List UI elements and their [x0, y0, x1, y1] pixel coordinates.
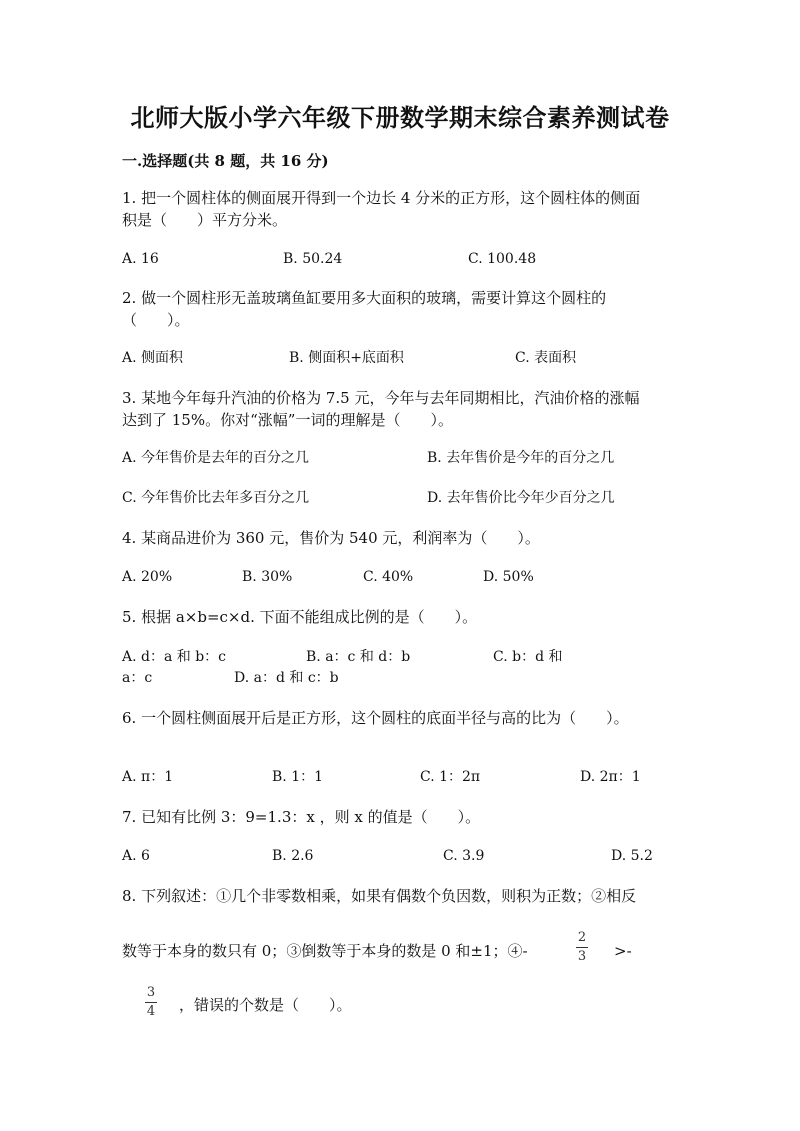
- question-5-option-c-continued: a：c: [122, 670, 153, 686]
- question-5-option-c[interactable]: C. b：d 和: [493, 649, 563, 665]
- question-8-line-2: 数等于本身的数只有 0；③倒数等于本身的数是 0 和±1；④-: [122, 942, 528, 960]
- question-2-line-2: （ ）。: [122, 311, 190, 329]
- question-3-option-c[interactable]: C. 今年售价比去年多百分之几: [122, 490, 310, 506]
- fraction-two-thirds: [576, 930, 588, 965]
- question-8-comparison: >-: [614, 942, 632, 960]
- question-2-option-a[interactable]: A. 侧面积: [122, 350, 184, 366]
- question-4-option-b[interactable]: B. 30%: [242, 569, 293, 585]
- fraction-denominator: 3: [577, 949, 587, 964]
- question-7-option-a[interactable]: A. 6: [122, 848, 150, 864]
- page-title: 北师大版小学六年级下册数学期末综合素养测试卷: [130, 103, 670, 132]
- question-6-line-1: 6. 一个圆柱侧面展开后是正方形，这个圆柱的底面半径与高的比为（ ）。: [122, 709, 629, 727]
- question-1-option-a[interactable]: A. 16: [122, 251, 159, 267]
- question-8-line-3: ，错误的个数是（ ）。: [179, 996, 352, 1014]
- question-1-option-c[interactable]: C. 100.48: [468, 251, 537, 267]
- fraction-bar: [145, 1002, 157, 1003]
- question-6-option-a[interactable]: A. π：1: [122, 769, 174, 785]
- question-8-line-1: 8. 下列叙述：①几个非零数相乘，如果有偶数个负因数，则积为正数；②相反: [122, 887, 637, 905]
- question-7-option-c[interactable]: C. 3.9: [443, 848, 485, 864]
- question-1-line-1: 1. 把一个圆柱体的侧面展开得到一个边长 4 分米的正方形，这个圆柱体的侧面: [122, 189, 641, 207]
- question-3-option-b[interactable]: B. 去年售价是今年的百分之几: [427, 450, 615, 466]
- question-3-line-1: 3. 某地今年每升汽油的价格为 7.5 元，今年与去年同期相比，汽油价格的涨幅: [122, 389, 640, 407]
- question-5-option-b[interactable]: B. a：c 和 d：b: [306, 649, 411, 665]
- question-6-option-d[interactable]: D. 2π：1: [580, 769, 641, 785]
- question-1-line-2: 积是（ ）平方分米。: [122, 211, 288, 229]
- question-2-line-1: 2. 做一个圆柱形无盖玻璃鱼缸要用多大面积的玻璃，需要计算这个圆柱的: [122, 289, 607, 307]
- question-2-option-c[interactable]: C. 表面积: [515, 350, 577, 366]
- question-3-line-2: 达到了 15%。你对“涨幅”一词的理解是（ ）。: [122, 411, 453, 429]
- section-heading: 一.选择题(共 8 题，共 16 分): [122, 152, 329, 170]
- fraction-numerator: 2: [577, 930, 587, 945]
- fraction-three-quarters: [145, 985, 157, 1020]
- question-7-option-d[interactable]: D. 5.2: [611, 848, 653, 864]
- question-3-option-a[interactable]: A. 今年售价是去年的百分之几: [122, 450, 310, 466]
- question-5-option-d[interactable]: D. a：d 和 c：b: [234, 670, 339, 686]
- fraction-bar: [576, 947, 588, 948]
- question-4-option-d[interactable]: D. 50%: [483, 569, 534, 585]
- question-1-option-b[interactable]: B. 50.24: [283, 251, 343, 267]
- question-3-option-d[interactable]: D. 去年售价比今年少百分之几: [427, 490, 615, 506]
- question-4-line-1: 4. 某商品进价为 360 元，售价为 540 元，利润率为（ ）。: [122, 529, 540, 547]
- fraction-denominator: 4: [146, 1004, 156, 1019]
- question-2-option-b[interactable]: B. 侧面积+底面积: [289, 350, 404, 366]
- question-4-option-c[interactable]: C. 40%: [363, 569, 414, 585]
- question-6-option-b[interactable]: B. 1：1: [272, 769, 324, 785]
- question-5-option-a[interactable]: A. d：a 和 b：c: [122, 649, 227, 665]
- question-7-option-b[interactable]: B. 2.6: [272, 848, 314, 864]
- question-5-line-1: 5. 根据 a×b=c×d. 下面不能组成比例的是（ ）。: [122, 608, 478, 626]
- fraction-numerator: 3: [146, 985, 156, 1000]
- question-7-line-1: 7. 已知有比例 3：9=1.3：x ，则 x 的值是（ ）。: [122, 808, 481, 826]
- question-4-option-a[interactable]: A. 20%: [122, 569, 173, 585]
- question-6-option-c[interactable]: C. 1：2π: [420, 769, 481, 785]
